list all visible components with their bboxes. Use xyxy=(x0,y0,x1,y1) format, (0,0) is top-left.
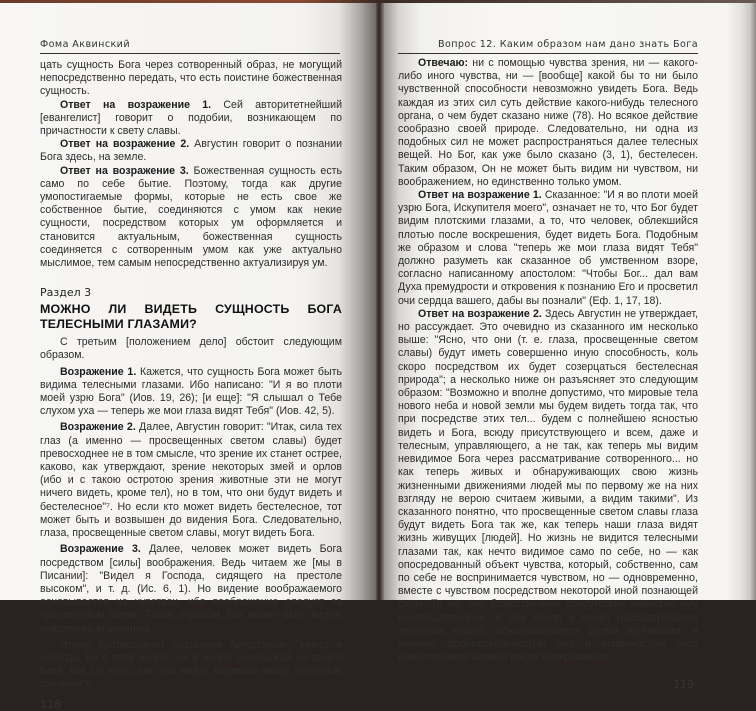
reply-objection-1 xyxy=(398,189,698,308)
right-page xyxy=(384,3,756,692)
book-spine xyxy=(376,3,384,600)
reply-text: Сей авторитетнейший [евангелист] говорит о подобии, возникающем по причастности к свету славы. xyxy=(40,98,342,138)
reply-label: Ответ на возражение 1. xyxy=(418,189,542,202)
left-page xyxy=(0,3,376,711)
reply-label: Ответ на возражение 1. xyxy=(60,98,212,111)
section-title: МОЖНО ЛИ ВИДЕТЬ СУЩНОСТЬ БОГА ТЕЛЕСНЫМИ ГЛАЗАМИ? xyxy=(40,302,342,331)
page-edge-shadow xyxy=(750,3,756,600)
objection-label: Возражение 3. xyxy=(60,543,141,556)
objection-label: Возражение 1. xyxy=(60,365,137,378)
answer-paragraph xyxy=(398,57,698,189)
reply-label: Ответ на возражение 2. xyxy=(60,138,190,151)
objection-text: Далее, Августин говорит: "Итак, сила тех глаз (а именно — просвещенных светом славы) будет превосходнее не в том смысле, что зрение их станет острее, каково, как утверждают, зрение некоторых змей и орлов (ибо и с такою остротою зрения животные эти не могут ничего видеть, кроме тел), но в том, что они будут видеть и бестелесное"⁷. Но если кто может видеть бестелесное, тот может быть и возвышен до видения Бога. Следовательно, глаза, просвещенные светом славы, могут видеть Бога. xyxy=(40,421,342,540)
reply-label: Ответ на возражение 3. xyxy=(60,164,189,177)
left-page-body xyxy=(40,59,342,692)
reply-objection-2 xyxy=(398,308,698,664)
book-spread xyxy=(0,3,756,711)
paragraph-continuation: цать сущность Бога через сотворенный образ, не могущий непосредственно передать, что есть поистине божественная сущность. xyxy=(40,59,342,98)
objection-2 xyxy=(40,421,342,540)
left-page-column xyxy=(40,59,342,711)
page-number-left: 118 xyxy=(40,697,61,711)
objection-3 xyxy=(40,543,342,635)
objection-text: Кажется, что сущность Бога может быть видима телесными глазами. Ибо написано: "И я во плоти моей узрю Бога" (Иов. 19, 26); [и еще]: "Я слышал о Тебе слухом уха — теперь же мои глаза видят Тебя" (Иов. 42, 5). xyxy=(40,365,342,418)
reply-objection-3 xyxy=(40,165,342,271)
running-head-author: Фома Аквинский xyxy=(40,39,340,54)
reply-text: Здесь Августин не утверждает, но рассуждает. Это очевидно из сказанного им несколько выше: "Ясно, что они (т. е. глаза, просвещенные светом славы) будут иметь совершенно иную способность, коль скоро посредством их будет созерцаться бестелесная природа"; а несколько ниже он разъясняет это следующим образом: "Возможно и вполне допустимо, что мировые тела нового неба и новой земли мы будем видеть тогда так, что при посредстве этих тел... будем с полнейшею ясностью видеть и Бога, всюду присутствующего и всем, даже и телесным, управляющего, а не так, как теперь мы видим невидимое Бога через рассматривание сотворенного... но как теперь живых и обнаруживающих свою жизнь жизненными движениями людей мы по первому же на них взгляду не верою считаем живыми, а видим такими". Из сказанного понятно, что просвещенные светом славы глаза будут видеть Бога так же, как теперь наши глаза видят жизнь живущих [людей]. Но жизнь не видится телесными глазами так, как нечто видимое само по себе, но — как опосредованный объект чувства, который, собственно, сам по себе не воспринимается чувством, но — одновременно, вместе с чувством посредством некоторой иной познающей силы. То же, что божественное присутствие известно уму незамедлительно, в том числе и через рассматривание телесных вещей, обусловливается двумя причинами, а именно: проницательностью ума и осиянностью тела божественною славой после воскрешения. xyxy=(398,307,698,664)
running-head-question: Вопрос 12. Каким образом нам дано знать Бога xyxy=(398,39,698,54)
objection-text: Далее, человек может видеть Бога посредством [силы] воображения. Ведь читаем же [мы в Писании]: "Видел я Господа, сидящего на престоле высоком", и т. д. (Ис. 6, 1). Но видение воображаемого основывается на чувствах, ибо воображение следует за чувственным актом. Таким образом, Бог может быть видим чувственным зрением. xyxy=(40,543,342,635)
right-page-body xyxy=(398,57,698,664)
section-label: Раздел 3 xyxy=(40,286,92,300)
objection-label: Возражение 2. xyxy=(60,421,136,434)
right-page-column xyxy=(398,57,698,692)
page-number-right: 119 xyxy=(673,678,694,692)
reply-objection-1 xyxy=(40,99,342,139)
reply-text: Сказанное: "И я во плоти моей узрю Бога, Искупителя моего", означает не то, что Бог будет видим плотскими глазами, а то, что человек, облекшийся плотью после воскрешения, будет видеть Бога. Подобным же образом и слова "теперь же мои глаза видят Тебя" должно разуметь как сказанное об умственном взоре, согласно написанному апостолом: "Чтобы Бог... дал вам Духа премудрости и откровения к познанию Его и просветил очи сердца вашего, дабы вы познали" (Еф. 1, 17, 18). xyxy=(398,189,698,307)
reply-text: Божественная сущность есть само по себе бытие. Поэтому, тогда как другие умопостигаемые формы, которые не есть свое же собственное бытие, соединяются с умом как некие сущности, посредством которых ум оформляется и становится актуальным, божественная сущность соединяется с сотворенным умом как уже актуально мыслимое, тем самым непосредственно актуализируя ум. xyxy=(40,164,342,270)
answer-text: ни с помощью чувства зрения, ни — какого-либо иного чувства, ни — [вообще] какой бы то ни было чувственной способности невозможно увидеть Бога. Ведь каждая из этих сил суть действие какого-нибудь телесного органа, о чем будет сказано ниже (78). Но всякое действие сообразно своей природе. Следовательно, ни одна из подобных сил не может распространяться далее телесных вещей. Но Бог, как уже было сказано (3, 1), бестелесен. Таким образом, Он не может быть видим ни чувством, ни воображением, но единственно только умом. xyxy=(398,57,698,188)
answer-label: Отвечаю: xyxy=(418,57,469,69)
section-intro: С третьим [положением дело] обстоит следующим образом. xyxy=(40,336,342,362)
reply-label: Ответ на возражение 2. xyxy=(418,307,542,320)
objection-1 xyxy=(40,366,342,419)
reply-objection-2 xyxy=(40,138,342,164)
sed-contra: Этому противоречит сказанное Августином: "Никто и никогда, ни в этой жизни, ни в жизни ангельской не видел Бога, как Он есть, так, как видят видимые вещи телесным зрением"⁸. xyxy=(40,638,342,691)
reply-text: Августин говорит о познании Бога здесь, на земле. xyxy=(40,138,342,164)
